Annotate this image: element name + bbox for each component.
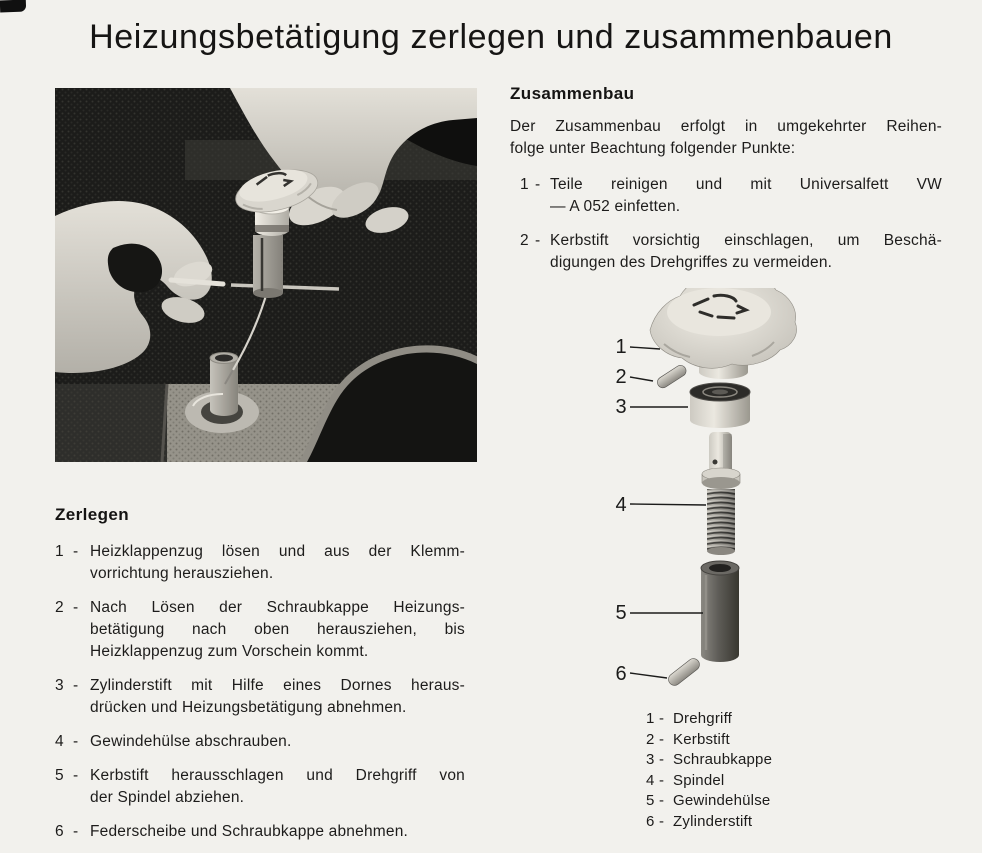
page-title: Heizungsbetätigung zerlegen und zusammenbauen [89,18,893,56]
text-line: vorrichtung herausziehen. [90,565,274,582]
item-separator: - [535,176,541,193]
legend-number: 2 [646,730,655,748]
legend-number: 5 [646,792,655,810]
list-item [55,821,465,843]
legend-item [646,750,906,771]
item-separator: - [535,232,541,249]
legend-label: Zylinderstift [673,812,753,830]
item-number: 6 [55,823,64,840]
legend-separator: - [659,710,665,727]
text-line: Federscheibe und Schraubkappe abnehmen. [90,823,409,840]
callout-2: 2 [615,366,627,388]
pin-kerbstift [655,363,688,390]
legend-item [646,791,906,812]
pin-zylinderstift [666,656,702,688]
legend-label: Spindel [673,771,725,789]
sleeve-gewindehuelse [701,561,739,662]
legend-separator: - [659,792,665,810]
callout-6: 6 [615,663,627,685]
legend-separator: - [659,730,665,748]
item-number: 3 [55,677,64,694]
list-item [520,230,942,274]
zerlegen-step-list [55,541,465,843]
zusammenbau-intro [510,116,942,160]
text-line: betätigung nach oben herausziehen, bis [90,621,465,638]
list-item [55,765,465,809]
item-separator: - [73,767,79,784]
list-item [55,731,465,753]
zerlegen-heading: Zerlegen [55,505,130,524]
list-item [55,541,465,585]
item-number: 1 [55,543,64,560]
text-line: — A 052 einfetten. [550,198,681,215]
item-separator: - [73,823,79,840]
item-text [90,731,465,753]
text-line: Kerbstift vorsichtig einschlagen, um Beschä- [550,232,942,249]
item-text [550,230,942,274]
legend-number: 3 [646,751,655,769]
item-number: 2 [520,232,529,249]
exploded-diagram-drawing [555,288,885,693]
legend-label: Kerbstift [673,730,730,748]
item-separator: - [73,543,79,560]
text-line: folge unter Beachtung folgender Punkte: [510,140,796,157]
zusammenbau-heading: Zusammenbau [510,84,635,103]
list-item [55,675,465,719]
legend-separator: - [659,771,665,789]
text-line: der Spindel abziehen. [90,789,245,806]
photo-illustration [55,88,477,462]
legend-number: 4 [646,771,655,789]
callout-3: 3 [615,396,627,418]
legend-separator: - [659,751,665,769]
item-number: 5 [55,767,64,784]
exploded-diagram [555,288,885,693]
text-line: Heizklappenzug zum Vorschein kommt. [90,643,369,660]
item-text [550,174,942,218]
legend-separator: - [659,812,665,830]
legend-item [646,709,906,730]
item-separator: - [73,599,79,616]
text-line: Heizklappenzug lösen und aus der Klemm- [90,543,465,560]
legend-number: 6 [646,812,655,830]
legend-item [646,812,906,833]
zusammenbau-step-list [510,174,942,274]
item-text [90,597,465,663]
legend-number: 1 [646,710,655,727]
text-line: Zylinderstift mit Hilfe eines Dornes heraus- [90,677,465,694]
instruction-photo [55,88,477,462]
section-zusammenbau [510,84,942,286]
callout-5: 5 [615,602,627,624]
item-text [90,675,465,719]
item-number: 2 [55,599,64,616]
text-line: Kerbstift herausschlagen und Drehgriff von [90,767,465,784]
item-text [90,821,465,843]
text-line: Gewindehülse abschrauben. [90,733,292,750]
legend-label: Schraubkappe [673,751,773,769]
legend-label: Drehgriff [673,710,733,727]
item-separator: - [73,677,79,694]
section-zerlegen [55,505,465,853]
spindle-spindel [702,432,740,555]
text-line: digungen des Drehgriffes zu vermeiden. [550,254,833,271]
item-text [90,541,465,585]
list-item [55,597,465,663]
list-item [520,174,942,218]
legend-label: Gewindehülse [673,792,771,810]
text-line: Nach Lösen der Schraubkappe Heizungs- [90,599,465,616]
item-text [90,765,465,809]
text-line: Teile reinigen und mit Universalfett VW [550,176,942,193]
callout-1: 1 [615,336,627,358]
legend-item [646,771,906,792]
legend-item [646,730,906,751]
diagram-legend [646,709,906,833]
callout-4: 4 [615,494,627,516]
item-number: 4 [55,733,64,750]
text-line: drücken und Heizungsbetätigung abnehmen. [90,699,407,716]
text-line: Der Zusammenbau erfolgt in umgekehrter Reihen- [510,118,942,135]
print-artifact [0,0,26,12]
item-number: 1 [520,176,529,193]
item-separator: - [73,733,79,750]
